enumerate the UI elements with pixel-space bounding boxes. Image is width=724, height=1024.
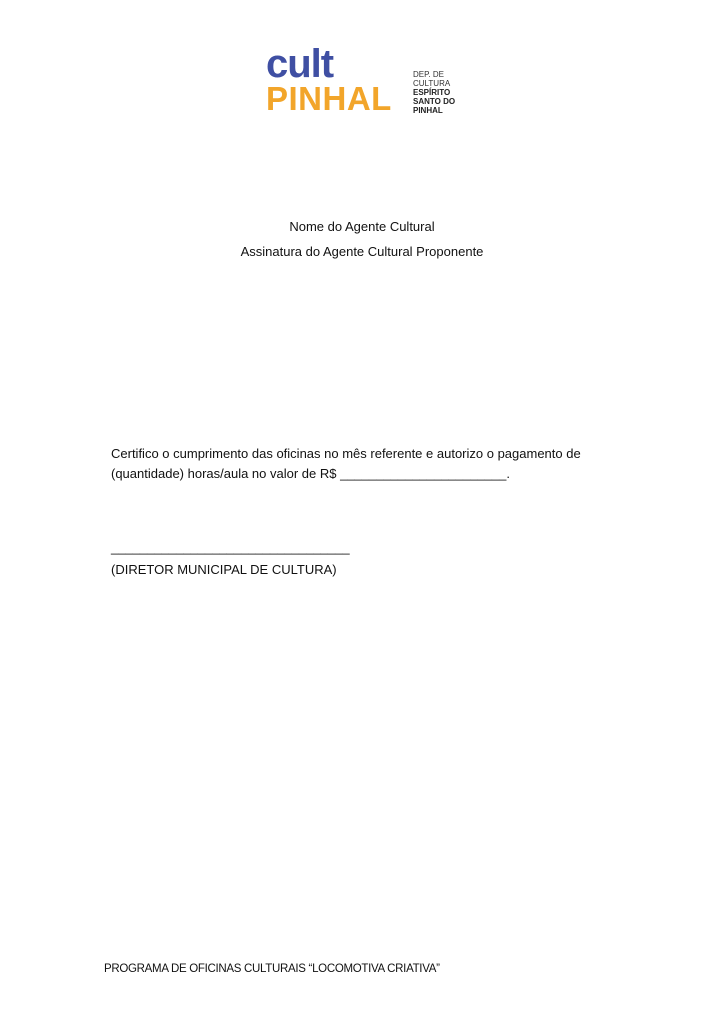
dept-line-1: DEP. DE (413, 70, 444, 79)
agent-name-label: Nome do Agente Cultural (289, 219, 435, 234)
certification-paragraph (111, 444, 611, 484)
dept-line-2: CULTURA (413, 79, 451, 88)
dept-line-4: SANTO DO (413, 97, 456, 106)
logo-word-pinhal: PINHAL (266, 80, 392, 117)
certification-line-1: Certifico o cumprimento das oficinas no mês referente e autorizo o pagamento de (111, 446, 581, 461)
director-signature-line: _________________________________ (111, 540, 350, 555)
certification-line-2: (quantidade) horas/aula no valor de R$ _______________________. (111, 466, 510, 481)
logo-word-cult: cult (266, 42, 334, 86)
logo-department-text (413, 70, 455, 115)
dept-line-5: PINHAL (413, 106, 443, 115)
dept-line-3: ESPÍRITO (413, 88, 451, 97)
agent-signature-label: Assinatura do Agente Cultural Proponente (240, 244, 484, 259)
page-footer: PROGRAMA DE OFICINAS CULTURAIS “LOCOMOTIVA CRIATIVA” (104, 963, 440, 975)
cultpinhal-logo (266, 42, 466, 120)
director-label: (DIRETOR MUNICIPAL DE CULTURA) (111, 562, 337, 577)
